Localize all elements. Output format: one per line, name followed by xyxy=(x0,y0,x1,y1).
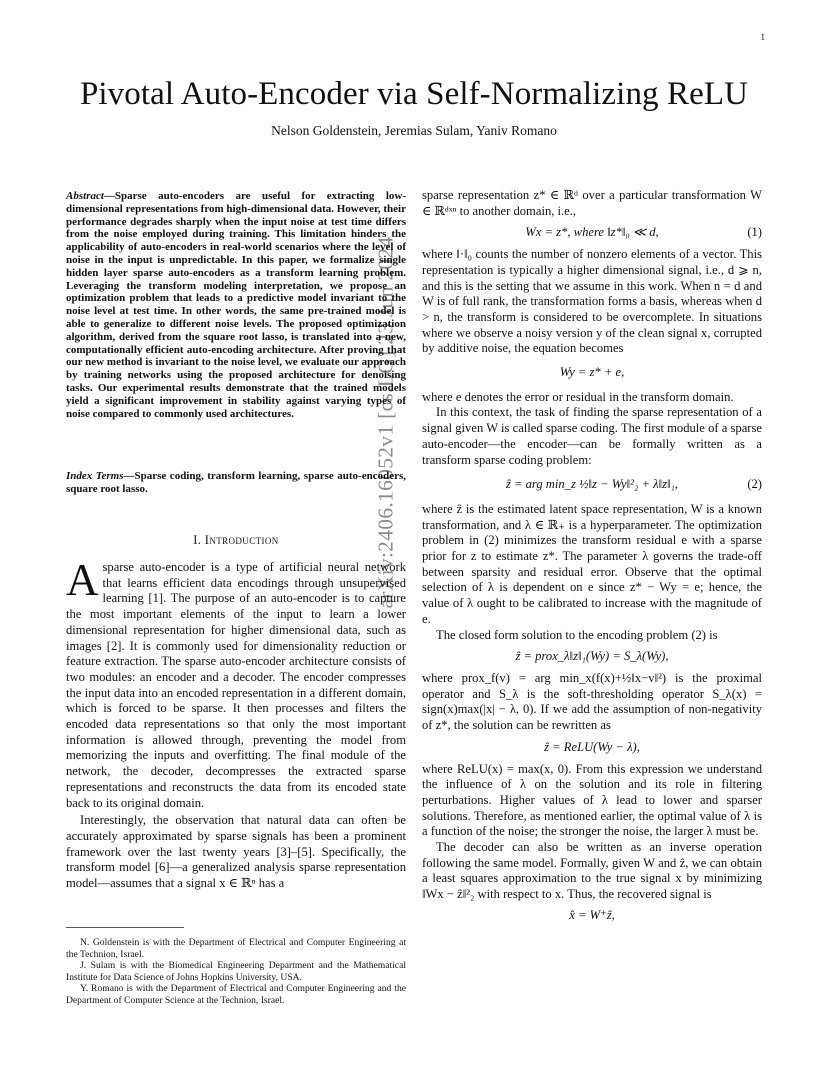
right-paragraph-1: sparse representation z* ∈ ℝᵈ over a particular transformation W ∈ ℝᵈˣⁿ to another domain, i.e., xyxy=(422,188,762,218)
equation-1 xyxy=(422,225,762,241)
index-terms-label: Index Terms xyxy=(66,470,124,482)
equation-recover: x̂ = W⁺ẑ, xyxy=(569,907,615,922)
footnote-2: J. Sulam is with the Biomedical Engineering Department and the Mathematical Institute for Data Science of Johns Hopkins University, USA. xyxy=(66,960,406,983)
index-terms-text: —Sparse coding, transform learning, sparse auto-encoders, square root lasso. xyxy=(66,470,406,495)
right-paragraph-7: where prox_f(v) = arg min_x(f(x)+½‖x−v‖²) is the proximal operator and S_λ is the soft-thresholding operator S_λ(x) = sign(x)max(|x| − λ, 0). If we add the assumption of non-negativity of z*, the solution can be rewritten as xyxy=(422,670,762,733)
intro-paragraph-1 xyxy=(66,555,406,811)
footnote-rule xyxy=(66,927,184,928)
footnote-3: Y. Romano is with the Department of Electrical and Computer Engineering and the Department of Computer Science at the Technion, Israel. xyxy=(66,983,406,1006)
footnote-1: N. Goldenstein is with the Department of Electrical and Computer Engineering at the Technion, Israel. xyxy=(66,937,406,960)
equation-prox: ẑ = prox_λ‖z‖₁(Wy) = S_λ(Wy), xyxy=(515,649,669,664)
equation-1-number: (1) xyxy=(747,225,762,240)
paper-authors: Nelson Goldenstein, Jeremias Sulam, Yaniv Romano xyxy=(271,123,557,138)
paper-title: Pivotal Auto-Encoder via Self-Normalizing ReLU xyxy=(79,76,749,112)
equation-2-body: ẑ = arg min_z ½‖z − Wy‖²₂ + λ‖z‖₁, xyxy=(505,477,679,492)
equation-2-number: (2) xyxy=(747,477,762,492)
arxiv-id: arXiv:2406.16052v1 [cs.LG] 23 Jun 2024 xyxy=(373,236,398,609)
right-column xyxy=(422,188,762,924)
intro-body xyxy=(66,555,406,892)
right-paragraph-5: where ẑ is the estimated latent space representation, W is a known transformation, and λ ∈ ℝ₊ is a hyperparameter. The optimization problem in (2) minimizes the transform residual e with a sparse prior for z to estimate z*. The parameter λ governs the trade-off between sparsity and residual error. Observe that the optimal selection of λ is dependent on e since z* − Wy = e; hence, the value of λ ought to be calibrated to increase with the magnitude of e. xyxy=(422,501,762,626)
right-paragraph-9: The decoder can also be written as an inverse operation following the same model. Formally, given W and ẑ, we can obtain a least squares approximation to the true signal x by minimizing ‖Wx − ẑ‖²₂ with respect to x. Thus, the recovered signal is xyxy=(422,840,762,902)
page-number: 1 xyxy=(760,32,765,42)
equation-1-body: Wx = z*, where ‖z*‖₀ ≪ d, xyxy=(525,225,659,240)
right-paragraph-6: The closed form solution to the encoding problem (2) is xyxy=(436,627,718,642)
equation-relu: ẑ = ReLU(Wy − λ), xyxy=(544,739,640,754)
drop-cap: A xyxy=(66,555,99,605)
index-terms xyxy=(66,470,406,496)
equation-2 xyxy=(422,477,762,493)
footnotes xyxy=(66,937,406,1007)
right-paragraph-8: where ReLU(x) = max(x, 0). From this expression we understand the influence of λ on the solution and its role in filtering perturbations. Higher values of λ lead to lower and sparser solutions. Therefore, as mentioned earlier, the optimal value of λ is a function of the noise; the stronger the noise, the larger λ must be. xyxy=(422,761,762,839)
abstract-label: Abstract xyxy=(66,190,104,202)
right-paragraph-4: In this context, the task of finding the sparse representation of a signal given W is called sparse coding. The first module of a sparse auto-encoder—the encoder—can be formally written as a transform sparse coding problem: xyxy=(422,405,762,467)
abstract xyxy=(66,190,406,420)
right-paragraph-3: where e denotes the error or residual in the transform domain. xyxy=(422,389,734,404)
right-paragraph-2: where ‖·‖₀ counts the number of nonzero elements of a vector. This representation is typically a higher dimensional signal, i.e., d ⩾ n, and this is the setting that we assume in this work. When n = d and W is of full rank, the transformation forms a basis, whereas when d > n, the transform is considered to be overcomplete. In situations where we observe a noisy version y of the clean signal x, corrupted by additive noise, the equation becomes xyxy=(422,247,762,356)
equation-noise: Wy = z* + e, xyxy=(559,365,625,380)
intro-paragraph-1-text: sparse auto-encoder is a type of artificial neural network that learns efficient data encodings through unsupervised learning [1]. The purpose of an auto-encoder is to capture the most important elements of the input to learn a lower dimensional representation for higher dimensional data, such as images [2]. It is commonly used for dimensionality reduction or feature extraction. The sparse auto-encoder architecture consists of two modules: an encoder and a decoder. The encoder compresses the input data into an encoded representation in a different domain, which is forced to be sparse. It then processes and filters the encoded data representations so that only the most important information is allowed through, preventing the model from memorizing the inputs and overfitting. The final module of the network, the decoder, decompresses the extracted sparse representations and reconstructs the data from its encoded state back to its original domain. xyxy=(66,560,406,810)
abstract-text: —Sparse auto-encoders are useful for extracting low-dimensional representations from high-dimensional data. However, their performance degrades sharply when the input noise at test time differs from the noise employed during training. This limitation hinders the applicability of auto-encoders in real-world scenarios where the level of noise in the input is unpredictable. In this paper, we formalize single hidden layer sparse auto-encoders as a transform learning problem. Leveraging the transform modeling interpretation, we propose an optimization problem that leads to a predictive model invariant to the noise level at test time. In other words, the same pre-trained model is able to generalize to different noise levels. The proposed optimization algorithm, derived from the square root lasso, is translated into a new, computationally efficient auto-encoding architecture. After proving that our new method is invariant to the noise level, we evaluate our approach by training networks using the proposed architecture for denoising tasks. Our experimental results demonstrate that the trained models yield a significant improvement in stability against varying types of noise compared to commonly used architectures. xyxy=(66,190,406,420)
section-heading: I. Introduction xyxy=(193,533,279,547)
intro-paragraph-2: Interestingly, the observation that natural data can often be accurately approximated by sparse signals has been a prominent framework over the last twenty years [3]–[5]. Specifically, the transform model [6]—a generalized analysis sparse representation model—assumes that a signal x ∈ ℝⁿ has a xyxy=(66,813,406,891)
